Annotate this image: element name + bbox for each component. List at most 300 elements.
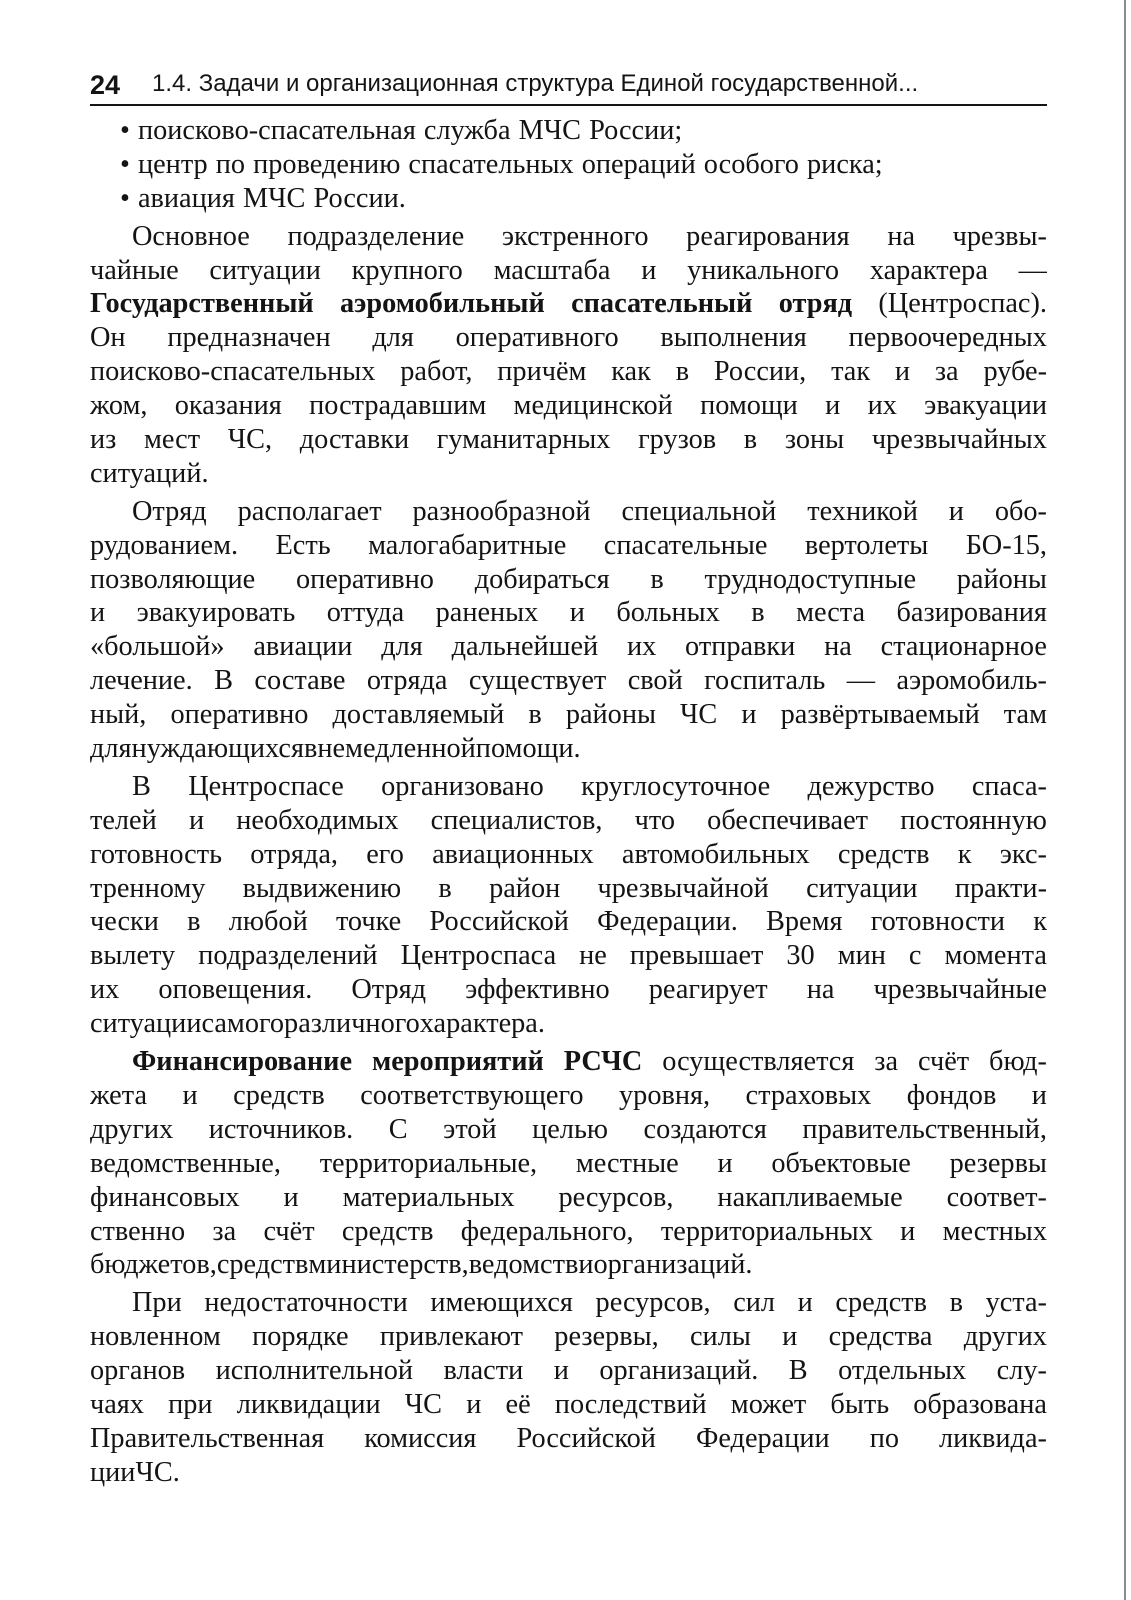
word: ственно [90,1215,186,1247]
word: бюджетов, [90,1249,217,1281]
word: ЧС [680,699,718,731]
word: счёт [917,1046,970,1078]
word: резервы, [554,1321,659,1353]
word: точке [335,906,402,938]
word: и [900,1215,916,1247]
word: их [90,974,120,1006]
bold-word: отряд [778,288,853,320]
word: и [948,495,964,527]
text-line [90,905,1047,939]
text-line [90,973,1047,1007]
text-line [90,355,1047,389]
word: чрезвычайные [873,974,1047,1006]
word: на [887,220,916,252]
text-line [90,1320,1047,1354]
word: чайные [90,254,179,286]
bullet-item [90,148,1047,182]
word: для [90,733,132,765]
text-line [90,1422,1047,1456]
text-line [90,148,1047,182]
word: мест [143,424,201,456]
word: свой [627,665,683,697]
word: авиации [253,631,353,663]
word: ции [90,1456,136,1488]
text-line [90,1286,1047,1320]
word: Отряд [351,974,427,1006]
word: вертолеты [804,529,929,561]
word: обеспечивает [707,804,869,836]
word: России, [713,356,807,388]
paragraph [90,770,1047,1041]
word: новленном [90,1321,221,1353]
word: Правительственная [90,1422,325,1454]
word: необходимых [236,804,399,836]
word: ситуации [806,872,918,904]
word: в [650,563,664,595]
text-line [90,804,1047,838]
word: материальных [342,1181,515,1213]
word: его [366,838,404,870]
text-line [90,770,1047,804]
text-line [90,1007,1047,1041]
word: доставляемый [332,699,505,731]
word: этой [443,1113,497,1145]
word: чрезвычайной [597,872,769,904]
word: и [717,1147,733,1179]
word: спаса- [971,770,1047,802]
word: составе [254,665,346,697]
word: и [782,1321,798,1353]
paragraph [90,1286,1047,1489]
text-line [90,872,1047,906]
word: сил [733,1287,776,1319]
word: ликвидации [236,1388,381,1420]
word: рудованием. [90,529,239,561]
word: масштаба [493,254,611,286]
text-line [90,563,1047,597]
word: для [381,631,423,663]
word: последствий [554,1388,707,1420]
word: превышает [629,940,764,972]
word: существует [468,665,607,697]
word: в [751,597,765,629]
word: раненых [435,597,539,629]
word: реагирования [686,220,850,252]
word: самого [201,1008,285,1040]
word: привлекают [379,1321,523,1353]
word: быть [830,1388,890,1420]
word: в [675,356,690,388]
text-line [90,1354,1047,1388]
word: автомобильных [621,838,810,870]
word: на [806,974,835,1006]
word: поисково-спасательных [90,356,376,388]
word: помощи. [475,733,581,765]
word: зоны [784,424,845,456]
word: комиссия [364,1422,477,1454]
word: соответ- [946,1181,1047,1213]
word: Основное [132,220,250,252]
word: госпиталь [704,665,826,697]
word: спасательные [603,529,768,561]
text-line [90,457,1047,491]
word: оперативно [170,699,309,731]
word: чрезвычайных [871,424,1047,456]
word: силы [690,1321,751,1353]
word: помощи [700,390,798,422]
word: ный, [90,699,147,731]
word: При [132,1287,182,1319]
word: С [388,1113,408,1145]
word: накапливаемые [717,1181,903,1213]
word: экстренного [501,220,649,252]
word: и [569,597,585,629]
text-line [90,321,1047,355]
word: в [187,906,201,938]
word: подразделение [287,220,465,252]
bullet-item [90,114,1047,148]
text-line [90,529,1047,563]
word: Федерации. [597,906,738,938]
bullet-text: • авиация МЧС России. [120,182,406,214]
word: оповещения. [158,974,313,1006]
word: момента [944,940,1047,972]
text-line [90,698,1047,732]
word: территориальных [660,1215,873,1247]
word: В [132,770,151,802]
word: больных [616,597,720,629]
word: исполнительной [215,1355,414,1387]
word: и [894,356,911,388]
word: подразделений [198,940,378,972]
word: средств [233,1079,325,1111]
word: авиационных [432,838,594,870]
word: экс- [999,838,1047,870]
word: ЧС [404,1388,443,1420]
word: (Центроспас). [878,288,1047,320]
word: отряда [366,665,448,697]
word: организаций. [599,1355,759,1387]
word: ЧС, [227,424,273,456]
word: власти [443,1355,524,1387]
text-line [90,732,1047,766]
word: и [90,597,106,629]
word: уровня, [619,1079,711,1111]
word: к [1033,906,1047,938]
word: органов [90,1355,186,1387]
word: и [825,390,841,422]
text-line [90,495,1047,529]
bold-word: спасательный [571,288,753,320]
word: медицинской [513,390,673,422]
word: средств [216,1249,309,1281]
word: ведомственные, [90,1147,281,1179]
word: позволяющие [90,563,256,595]
word: районы [956,563,1047,595]
word: труднодоступные [704,563,917,595]
word: что [634,804,675,836]
text-line [90,1147,1047,1181]
word: и [741,699,757,731]
word: телей [90,804,157,836]
text-line [90,1456,1047,1490]
word: средств [837,838,930,870]
text-line [90,220,1047,254]
word: средств [341,1215,434,1247]
text-line [90,1113,1047,1147]
word: район [489,872,561,904]
word: располагает [237,495,382,527]
word: в [528,699,542,731]
word: рубе- [983,356,1047,388]
word: чески [90,906,159,938]
word: имеющихся [430,1287,573,1319]
bullet-text: • поисково-спасательная служба МЧС России; [120,115,683,146]
word: ресурсов, [558,1181,674,1213]
word: эвакуировать [136,597,296,629]
running-header [90,64,1047,106]
word: места [796,597,866,629]
word: уста- [985,1287,1047,1319]
word: гуманитарных [436,424,611,456]
text-line [90,939,1047,973]
word: Центроспасе [188,770,344,802]
word: чрезвы- [952,220,1047,252]
word: оказания [174,390,282,422]
word: ситуации [209,254,321,286]
word: обо- [994,495,1047,527]
word: из [90,424,117,456]
word: там [1003,699,1047,731]
word: готовности [870,906,1006,938]
word: районы [565,699,656,731]
word: чаях [90,1388,144,1420]
word: образована [913,1388,1047,1420]
word: средства [828,1321,933,1353]
word: жом, [90,390,148,422]
word: в [949,1287,963,1319]
word: к [957,838,972,870]
word: ситуации [90,1008,202,1040]
text-line [90,389,1047,423]
word: ресурсов, [595,1287,711,1319]
word: крупного [351,254,463,286]
word: слу- [996,1355,1047,1387]
word: В [214,665,233,697]
word: мин [837,940,886,972]
word: оперативного [455,322,619,354]
word: порядке [252,1321,349,1353]
word: организовано [381,770,544,802]
word: при [168,1388,213,1420]
word: характера. [419,1008,545,1040]
word: причём [497,356,587,388]
word: выполнения [660,322,807,354]
text-line [90,1248,1047,1282]
word: их [626,631,657,663]
word: резервы [949,1147,1047,1179]
bullet-text: • центр по проведению спасательных операций особого риска; [120,148,883,180]
word: ситуаций. [90,457,209,489]
word: — [846,665,876,697]
word: отряда, [250,838,338,870]
word: и [283,1181,299,1213]
bold-word: аэромобильный [340,288,545,320]
word: практи- [954,872,1047,904]
word: постоянную [900,804,1047,836]
word: специальной [621,495,777,527]
word: базирования [896,597,1047,629]
word: соответствующего [360,1079,584,1111]
word: местных [942,1215,1047,1247]
word: в [743,424,758,456]
word: разнообразной [412,495,591,527]
paragraph [90,1045,1047,1282]
word: дежурство [807,770,935,802]
word: и [1031,1079,1047,1111]
word: отправки [685,631,796,663]
word: Федерации [696,1422,830,1454]
word: аэромобиль- [896,665,1047,697]
word: территориальные, [319,1147,538,1179]
word: и [182,1079,198,1111]
word: бюд- [989,1046,1047,1078]
word: В [788,1355,808,1387]
word: эффективно [465,974,610,1006]
word: готовность [90,838,223,870]
word: лечение. [90,665,193,697]
word: и [188,804,205,836]
word: других [963,1321,1047,1353]
word: 30 [786,940,815,972]
word: как [611,356,651,388]
word: первоочередных [848,322,1047,354]
word: по [869,1422,899,1454]
word: «большой» [90,631,225,663]
word: оттуда [326,597,405,629]
word: техникой [807,495,918,527]
word: за [874,1046,899,1078]
word: Время [766,906,843,938]
word: федерального, [460,1215,634,1247]
word: малогабаритные [368,529,567,561]
word: уникального [687,254,840,286]
word: за [934,356,959,388]
word: развёртываемый [780,699,980,731]
text-line [90,1079,1047,1113]
word: пострадавшим [309,390,487,422]
word: — [1018,254,1047,286]
bold-word: РСЧС [563,1046,643,1078]
word: целью [532,1113,608,1145]
word: доставки [299,424,410,456]
word: не [579,940,607,972]
text-line [90,287,1047,321]
text-line [90,630,1047,664]
paragraph [90,220,1047,491]
text-line [90,1215,1047,1249]
word: оперативно [295,563,434,595]
text-line [90,423,1047,457]
word: отдельных [838,1355,967,1387]
word: страховых [745,1079,872,1111]
word: других [90,1113,174,1145]
word: за [212,1215,237,1247]
word: источников. [208,1113,354,1145]
word: и [797,1287,813,1319]
word: жета [90,1079,148,1111]
text-line [90,254,1047,288]
word: может [730,1388,807,1420]
word: в [303,733,318,765]
page-number: 24 [90,70,121,100]
word: специалистов, [430,804,603,836]
word: в [438,872,452,904]
word: создаются [643,1113,767,1145]
word: для [372,322,414,354]
word: грузов [638,424,717,456]
bullet-item [90,182,1047,216]
running-title: 1.4. Задачи и организационная структура Единой государственной... [152,70,919,97]
word: счёт [263,1215,315,1247]
word: фондов [906,1079,997,1111]
text-line [90,664,1047,698]
text-line [90,182,1047,216]
word: работ, [400,356,473,388]
word: предназначен [167,322,331,354]
page-edge [1124,0,1126,1600]
word: круглосуточное [581,770,771,802]
word: её [505,1388,531,1420]
word: дальнейшей [451,631,599,663]
word: ведомств [468,1249,579,1281]
word: Российской [516,1422,656,1454]
word: ЧС. [135,1456,180,1488]
word: тренному [90,872,206,904]
word: осуществляется [662,1046,855,1078]
word: с [908,940,922,972]
word: различного [284,1008,420,1040]
text-line [90,1388,1047,1422]
word: немедленной [317,733,476,765]
paragraph [90,495,1047,766]
word: реагирует [648,974,768,1006]
word: вылету [90,940,176,972]
word: нуждающихся [131,733,304,765]
word: Он [90,322,126,354]
word: Российской [429,906,569,938]
text-line [90,1181,1047,1215]
word: финансовых [90,1181,240,1213]
word: и [466,1388,482,1420]
word: объектовые [771,1147,911,1179]
word: местные [575,1147,679,1179]
word: любой [228,906,308,938]
word: их [867,390,897,422]
word: стационарное [880,631,1047,663]
word: добираться [474,563,610,595]
text-line [90,596,1047,630]
word: и [553,1355,569,1387]
word: Центроспаса [400,940,557,972]
bold-word: Государственный [90,288,314,320]
text-line [90,1045,1047,1079]
word: так [831,356,871,388]
word: средств [835,1287,927,1319]
word: министерств, [308,1249,469,1281]
body-text [90,114,1047,1490]
bold-word: Финансирование [132,1046,353,1078]
